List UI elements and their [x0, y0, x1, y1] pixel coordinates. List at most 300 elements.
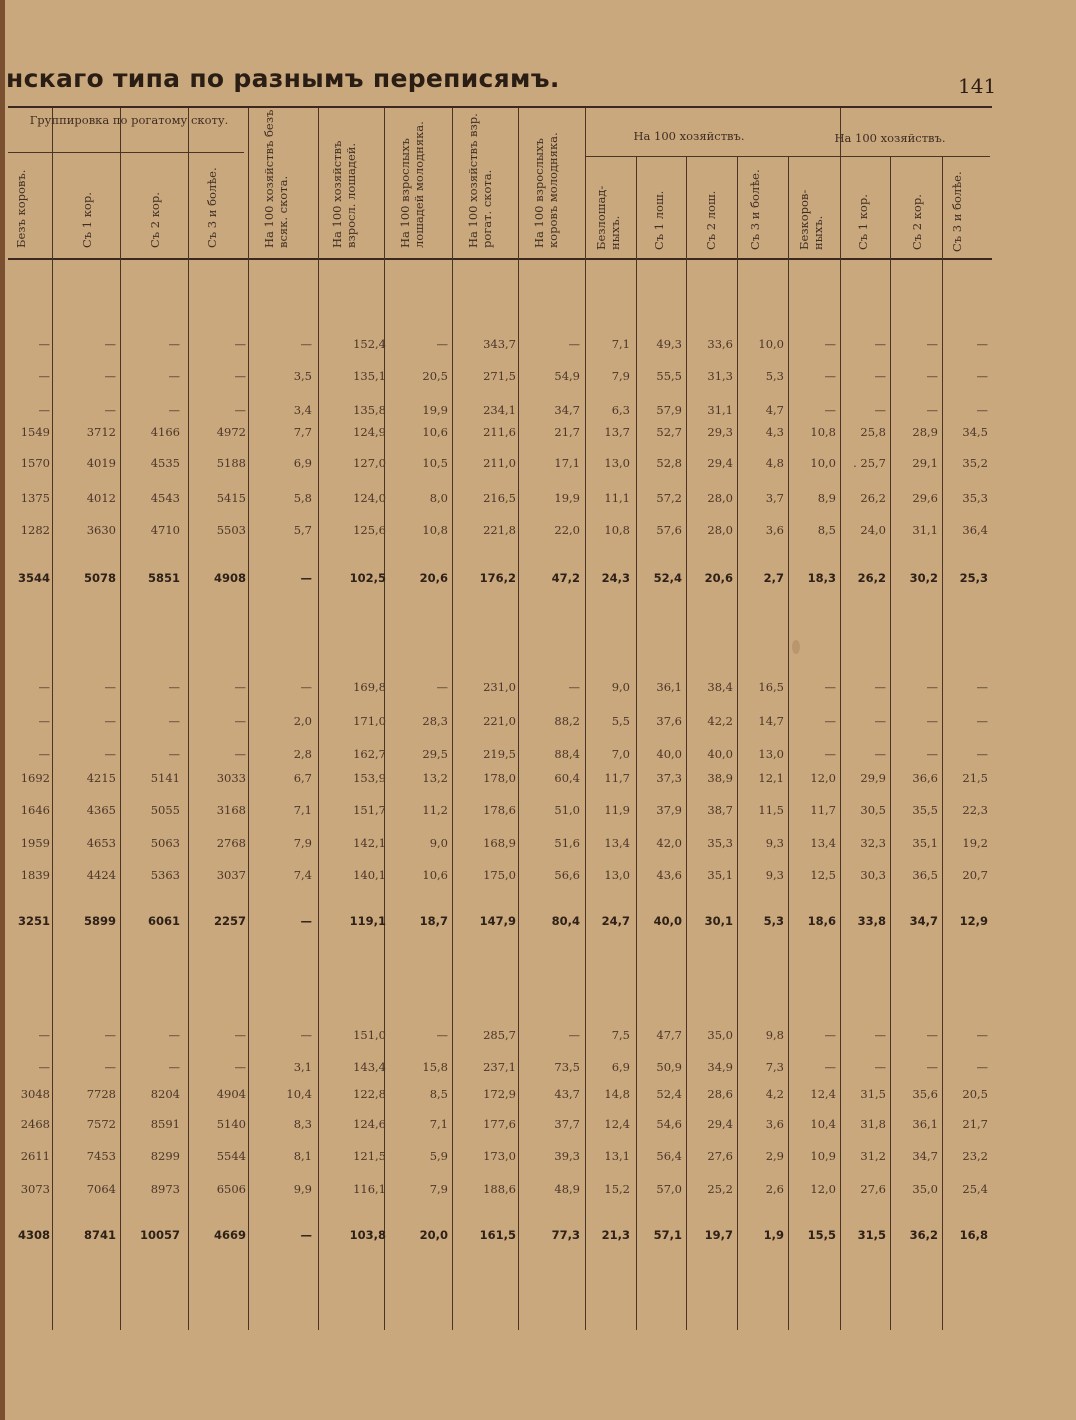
table-cell: 211,0 — [483, 456, 516, 470]
total-cell: 52,4 — [653, 571, 682, 585]
table-cell: 127,0 — [353, 456, 386, 470]
table-cell: 152,4 — [353, 337, 386, 351]
table-cell: 169,8 — [353, 680, 386, 694]
table-cell: 1549 — [20, 425, 50, 439]
total-cell: 119,1 — [349, 914, 386, 928]
table-cell: 234,1 — [483, 403, 516, 417]
table-cell: 35,1 — [707, 868, 733, 882]
col-header-3plus-cows: Съ 3 и болѣе. — [205, 167, 219, 248]
table-cell: 5,5 — [611, 714, 630, 728]
table-cell: 25,8 — [860, 425, 886, 439]
table-cell: 15,2 — [604, 1182, 630, 1196]
table-cell: 121,5 — [353, 1149, 386, 1163]
table-cell: 49,3 — [656, 337, 682, 351]
table-cell: 21,5 — [962, 771, 988, 785]
table-cell: 8,3 — [293, 1117, 312, 1131]
table-cell: 1692 — [20, 771, 50, 785]
table-cell: 5,8 — [293, 491, 312, 505]
total-cell: 176,2 — [479, 571, 516, 585]
table-cell: 27,6 — [707, 1149, 733, 1163]
table-cell: 221,8 — [483, 523, 516, 537]
table-cell: 60,4 — [554, 771, 580, 785]
table-cell: 168,9 — [483, 836, 516, 850]
table-cell: 5188 — [216, 456, 246, 470]
table-cell: 52,7 — [656, 425, 682, 439]
table-cell: 124,6 — [353, 1117, 386, 1131]
table-cell: 3,6 — [765, 1117, 784, 1131]
table-cell: 35,6 — [912, 1087, 938, 1101]
table-cell: 14,8 — [604, 1087, 630, 1101]
table-cell: 31,1 — [912, 523, 938, 537]
table-cell: 35,3 — [707, 836, 733, 850]
table-cell: — — [926, 680, 938, 694]
table-cell: 35,1 — [912, 836, 938, 850]
table-cell: — — [874, 337, 886, 351]
table-cell: 55,5 — [656, 369, 682, 383]
table-cell: — — [38, 403, 50, 417]
total-cell: 3251 — [17, 914, 50, 928]
table-cell: 8204 — [150, 1087, 180, 1101]
total-cell: 25,3 — [959, 571, 988, 585]
table-cell: 4,3 — [765, 425, 784, 439]
table-cell: 4,7 — [765, 403, 784, 417]
table-cell: 7,4 — [293, 868, 312, 882]
table-cell: 73,5 — [554, 1060, 580, 1074]
total-cell: 12,9 — [959, 914, 988, 928]
table-cell: — — [168, 369, 180, 383]
total-cell: 24,7 — [601, 914, 630, 928]
table-cell: 51,0 — [554, 803, 580, 817]
table-cell: 135,8 — [353, 403, 386, 417]
table-cell: 7453 — [86, 1149, 116, 1163]
table-cell: 5141 — [150, 771, 180, 785]
table-cell: — — [874, 403, 886, 417]
total-cell: 16,8 — [959, 1228, 988, 1242]
table-cell: — — [104, 369, 116, 383]
table-cell: 37,9 — [656, 803, 682, 817]
page-number: 141 — [958, 74, 997, 98]
table-cell: 10,0 — [810, 456, 836, 470]
table-cell: 57,0 — [656, 1182, 682, 1196]
table-cell: — — [568, 337, 580, 351]
table-cell: 151,7 — [353, 803, 386, 817]
table-cell: 17,1 — [554, 456, 580, 470]
table-cell: 3,4 — [293, 403, 312, 417]
table-cell: 34,7 — [554, 403, 580, 417]
table-cell: 7,0 — [611, 747, 630, 761]
table-cell: 8973 — [150, 1182, 180, 1196]
table-cell: 40,0 — [656, 747, 682, 761]
total-cell: 20,0 — [419, 1228, 448, 1242]
table-cell: 3,7 — [765, 491, 784, 505]
table-cell: — — [874, 1028, 886, 1042]
table-cell: 35,0 — [707, 1028, 733, 1042]
column-separator — [248, 108, 249, 1330]
table-cell: 172,9 — [483, 1087, 516, 1101]
table-cell: 13,4 — [810, 836, 836, 850]
table-cell: 10,6 — [422, 868, 448, 882]
col-header-young-cattle: На 100 взрослыхъ коровъ молодняка. — [532, 132, 560, 248]
table-cell: 19,9 — [422, 403, 448, 417]
table-cell: — — [300, 337, 312, 351]
table-cell: — — [234, 1028, 246, 1042]
table-cell: — — [436, 337, 448, 351]
table-cell: 88,2 — [554, 714, 580, 728]
table-cell: 29,1 — [912, 456, 938, 470]
total-cell: 2,7 — [763, 571, 784, 585]
table-cell: 177,6 — [483, 1117, 516, 1131]
paper-stain — [792, 640, 800, 654]
table-cell: 27,6 — [860, 1182, 886, 1196]
total-cell: 30,2 — [909, 571, 938, 585]
table-cell: 6,9 — [611, 1060, 630, 1074]
table-cell: 4365 — [86, 803, 116, 817]
total-cell: 26,2 — [857, 571, 886, 585]
total-cell: 147,9 — [479, 914, 516, 928]
table-cell: 10,4 — [810, 1117, 836, 1131]
table-cell: — — [436, 1028, 448, 1042]
table-cell: 24,0 — [860, 523, 886, 537]
table-cell: — — [568, 1028, 580, 1042]
table-cell: 9,9 — [293, 1182, 312, 1196]
table-cell: 1375 — [20, 491, 50, 505]
total-cell: 40,0 — [653, 914, 682, 928]
table-cell: 6,9 — [293, 456, 312, 470]
table-cell: 29,4 — [707, 1117, 733, 1131]
table-cell: 12,4 — [810, 1087, 836, 1101]
table-cell: 343,7 — [483, 337, 516, 351]
table-cell: 11,2 — [422, 803, 448, 817]
table-cell: 178,0 — [483, 771, 516, 785]
table-cell: 10,8 — [810, 425, 836, 439]
table-cell: — — [976, 369, 988, 383]
table-cell: — — [976, 747, 988, 761]
table-cell: — — [926, 403, 938, 417]
table-cell: 9,0 — [611, 680, 630, 694]
total-cell: 18,7 — [419, 914, 448, 928]
table-cell: 20,7 — [962, 868, 988, 882]
table-cell: — — [436, 680, 448, 694]
table-cell: 2468 — [20, 1117, 50, 1131]
table-cell: 34,5 — [962, 425, 988, 439]
table-cell: 38,4 — [707, 680, 733, 694]
table-cell: 12,0 — [810, 1182, 836, 1196]
table-cell: 5140 — [216, 1117, 246, 1131]
table-cell: 9,8 — [765, 1028, 784, 1042]
total-cell: 3544 — [17, 571, 50, 585]
table-cell: — — [234, 337, 246, 351]
table-cell: — — [976, 337, 988, 351]
table-cell: — — [824, 403, 836, 417]
table-cell: 13,0 — [758, 747, 784, 761]
table-cell: 19,9 — [554, 491, 580, 505]
table-cell: — — [824, 747, 836, 761]
table-cell: — — [976, 1028, 988, 1042]
col-header-2-horses: Съ 2 лош. — [704, 190, 718, 250]
table-cell: 7,1 — [611, 337, 630, 351]
col-header-1-horse: Съ 1 лош. — [652, 190, 666, 250]
col-header-horseless: Безлошад-ныхъ. — [594, 185, 622, 250]
table-cell: 4710 — [150, 523, 180, 537]
table-cell: — — [234, 1060, 246, 1074]
table-cell: 171,0 — [353, 714, 386, 728]
table-cell: 5,9 — [429, 1149, 448, 1163]
table-cell: — — [38, 1028, 50, 1042]
table-cell: 16,5 — [758, 680, 784, 694]
table-cell: 3033 — [216, 771, 246, 785]
table-cell: 211,6 — [483, 425, 516, 439]
table-cell: 173,0 — [483, 1149, 516, 1163]
table-cell: 7,5 — [611, 1028, 630, 1042]
table-cell: 28,0 — [707, 523, 733, 537]
table-cell: 4012 — [86, 491, 116, 505]
table-cell: 13,4 — [604, 836, 630, 850]
table-cell: 12,0 — [810, 771, 836, 785]
table-cell: 29,4 — [707, 456, 733, 470]
total-cell: 30,1 — [704, 914, 733, 928]
table-cell: 8,9 — [817, 491, 836, 505]
table-cell: 216,5 — [483, 491, 516, 505]
table-cell: 57,9 — [656, 403, 682, 417]
table-cell: 4019 — [86, 456, 116, 470]
table-cell: 9,3 — [765, 868, 784, 882]
table-cell: 140,1 — [353, 868, 386, 882]
table-cell: 28,6 — [707, 1087, 733, 1101]
table-cell: — — [234, 403, 246, 417]
table-cell: — — [824, 337, 836, 351]
table-cell: 125,6 — [353, 523, 386, 537]
table-cell: — — [976, 1060, 988, 1074]
table-cell: 7,3 — [765, 1060, 784, 1074]
table-cell: 36,5 — [912, 868, 938, 882]
total-cell: 31,5 — [857, 1228, 886, 1242]
table-cell: 7,1 — [293, 803, 312, 817]
table-cell: 12,4 — [604, 1117, 630, 1131]
col-header-3plus-horses: Съ 3 и болѣе. — [748, 169, 762, 250]
table-cell: — — [874, 1060, 886, 1074]
total-cell: — — [300, 1228, 312, 1242]
table-cell: 124,9 — [353, 425, 386, 439]
table-cell: — — [926, 747, 938, 761]
table-cell: 3,6 — [765, 523, 784, 537]
table-cell: 13,7 — [604, 425, 630, 439]
total-cell: 33,8 — [857, 914, 886, 928]
table-cell: 25,4 — [962, 1182, 988, 1196]
total-cell: 34,7 — [909, 914, 938, 928]
table-cell: 25,2 — [707, 1182, 733, 1196]
column-separator — [518, 108, 519, 1330]
group-header-100-households-cows: На 100 хозяйствъ. — [834, 131, 946, 145]
total-cell: 24,3 — [601, 571, 630, 585]
table-cell: 38,9 — [707, 771, 733, 785]
table-cell: 14,7 — [758, 714, 784, 728]
table-cell: — — [300, 1028, 312, 1042]
table-cell: 4424 — [86, 868, 116, 882]
table-cell: 36,6 — [912, 771, 938, 785]
total-cell: 8741 — [83, 1228, 116, 1242]
table-cell: 2611 — [20, 1149, 50, 1163]
table-cell: 31,1 — [707, 403, 733, 417]
table-cell: 22,0 — [554, 523, 580, 537]
table-cell: 11,7 — [810, 803, 836, 817]
table-cell: 1570 — [20, 456, 50, 470]
table-cell: — — [926, 1060, 938, 1074]
table-cell: — — [104, 714, 116, 728]
table-cell: — — [38, 369, 50, 383]
table-cell: 3,1 — [293, 1060, 312, 1074]
table-cell: 3073 — [20, 1182, 50, 1196]
table-top-rule — [8, 106, 992, 108]
table-cell: 4535 — [150, 456, 180, 470]
table-cell: — — [926, 714, 938, 728]
table-cell: 52,8 — [656, 456, 682, 470]
table-cell: 15,8 — [422, 1060, 448, 1074]
total-cell: 15,5 — [807, 1228, 836, 1242]
total-cell: 161,5 — [479, 1228, 516, 1242]
table-cell: — — [234, 747, 246, 761]
total-cell: 5899 — [83, 914, 116, 928]
table-cell: 4543 — [150, 491, 180, 505]
table-cell: 6,3 — [611, 403, 630, 417]
table-cell: 21,7 — [554, 425, 580, 439]
col-header-1-cow-b: Съ 1 кор. — [856, 194, 870, 250]
col-header-adult-cattle: На 100 хозяйствъ взр. рогат. скота. — [466, 113, 494, 248]
total-cell: 4669 — [213, 1228, 246, 1242]
table-cell: 2,6 — [765, 1182, 784, 1196]
table-cell: 10,9 — [810, 1149, 836, 1163]
table-cell: 22,3 — [962, 803, 988, 817]
table-cell: 47,7 — [656, 1028, 682, 1042]
table-cell: 36,1 — [656, 680, 682, 694]
table-cell: 2,0 — [293, 714, 312, 728]
table-cell: — — [168, 403, 180, 417]
table-cell: 26,2 — [860, 491, 886, 505]
table-cell: 6506 — [216, 1182, 246, 1196]
table-cell: 54,6 — [656, 1117, 682, 1131]
table-cell: — — [168, 1060, 180, 1074]
total-cell: — — [300, 571, 312, 585]
col-header-3plus-cows-b: Съ 3 и болѣе. — [950, 171, 964, 252]
col-header-2-cows: Съ 2 кор. — [148, 192, 162, 248]
total-cell: 20,6 — [419, 571, 448, 585]
table-cell: 32,3 — [860, 836, 886, 850]
table-cell: 11,9 — [604, 803, 630, 817]
table-cell: — — [824, 714, 836, 728]
table-cell: 88,4 — [554, 747, 580, 761]
total-cell: 4308 — [17, 1228, 50, 1242]
total-cell: 80,4 — [551, 914, 580, 928]
table-cell: 5503 — [216, 523, 246, 537]
table-cell: 4904 — [216, 1087, 246, 1101]
table-cell: 37,6 — [656, 714, 682, 728]
table-cell: 35,5 — [912, 803, 938, 817]
table-cell: 39,3 — [554, 1149, 580, 1163]
table-cell: 10,8 — [604, 523, 630, 537]
table-cell: 9,0 — [429, 836, 448, 850]
table-cell: — — [824, 1060, 836, 1074]
table-cell: 8591 — [150, 1117, 180, 1131]
table-cell: 124,0 — [353, 491, 386, 505]
table-cell: — — [824, 369, 836, 383]
table-cell: 162,7 — [353, 747, 386, 761]
table-cell: 221,0 — [483, 714, 516, 728]
table-cell: 37,7 — [554, 1117, 580, 1131]
table-cell: — — [976, 714, 988, 728]
table-cell: 35,0 — [912, 1182, 938, 1196]
group-header-cattle: Группировка по рогатому скоту. — [29, 113, 229, 127]
col-header-adult-horses: На 100 хозяйствъ взросл. лошадей. — [330, 140, 358, 248]
table-cell: 2,8 — [293, 747, 312, 761]
table-cell: 5544 — [216, 1149, 246, 1163]
table-cell: 7064 — [86, 1182, 116, 1196]
table-cell: 34,9 — [707, 1060, 733, 1074]
total-cell: 2257 — [213, 914, 246, 928]
table-cell: 6,7 — [293, 771, 312, 785]
table-cell: — — [104, 1060, 116, 1074]
table-cell: 11,7 — [604, 771, 630, 785]
group-header-100-households-horses: На 100 хозяйствъ. — [633, 129, 745, 143]
table-cell: 50,9 — [656, 1060, 682, 1074]
table-cell: — — [38, 714, 50, 728]
table-cell: 9,3 — [765, 836, 784, 850]
table-cell: 30,3 — [860, 868, 886, 882]
column-separator — [52, 108, 53, 1330]
table-cell: — — [874, 369, 886, 383]
table-cell: 4972 — [216, 425, 246, 439]
table-cell: 28,9 — [912, 425, 938, 439]
table-cell: 52,4 — [656, 1087, 682, 1101]
table-cell: 21,7 — [962, 1117, 988, 1131]
table-cell: 7572 — [86, 1117, 116, 1131]
table-cell: 51,6 — [554, 836, 580, 850]
table-cell: 34,7 — [912, 1149, 938, 1163]
table-cell: — — [874, 714, 886, 728]
table-cell: 29,5 — [422, 747, 448, 761]
table-cell: 54,9 — [554, 369, 580, 383]
table-cell: 178,6 — [483, 803, 516, 817]
table-cell: 29,9 — [860, 771, 886, 785]
table-cell: — — [300, 680, 312, 694]
table-cell: 37,3 — [656, 771, 682, 785]
table-cell: 42,0 — [656, 836, 682, 850]
table-cell: 7728 — [86, 1087, 116, 1101]
total-cell: 5851 — [147, 571, 180, 585]
table-cell: — — [824, 1028, 836, 1042]
total-cell: 5,3 — [763, 914, 784, 928]
table-cell: — — [976, 680, 988, 694]
table-cell: — — [38, 1060, 50, 1074]
table-cell: 3168 — [216, 803, 246, 817]
table-cell: 285,7 — [483, 1028, 516, 1042]
table-cell: 5,7 — [293, 523, 312, 537]
table-cell: 1839 — [20, 868, 50, 882]
table-cell: 3048 — [20, 1087, 50, 1101]
table-cell: 188,6 — [483, 1182, 516, 1196]
table-cell: 20,5 — [422, 369, 448, 383]
table-cell: 4653 — [86, 836, 116, 850]
table-cell: 23,2 — [962, 1149, 988, 1163]
table-cell: 175,0 — [483, 868, 516, 882]
table-cell: — — [168, 1028, 180, 1042]
table-cell: 3,5 — [293, 369, 312, 383]
table-cell: 1282 — [20, 523, 50, 537]
total-cell: 4908 — [213, 571, 246, 585]
table-cell: 13,1 — [604, 1149, 630, 1163]
table-cell: 5415 — [216, 491, 246, 505]
table-cell: 142,1 — [353, 836, 386, 850]
table-cell: — — [168, 747, 180, 761]
col-header-no-livestock: На 100 хозяйствъ безъ всяк. скота. — [262, 109, 290, 248]
